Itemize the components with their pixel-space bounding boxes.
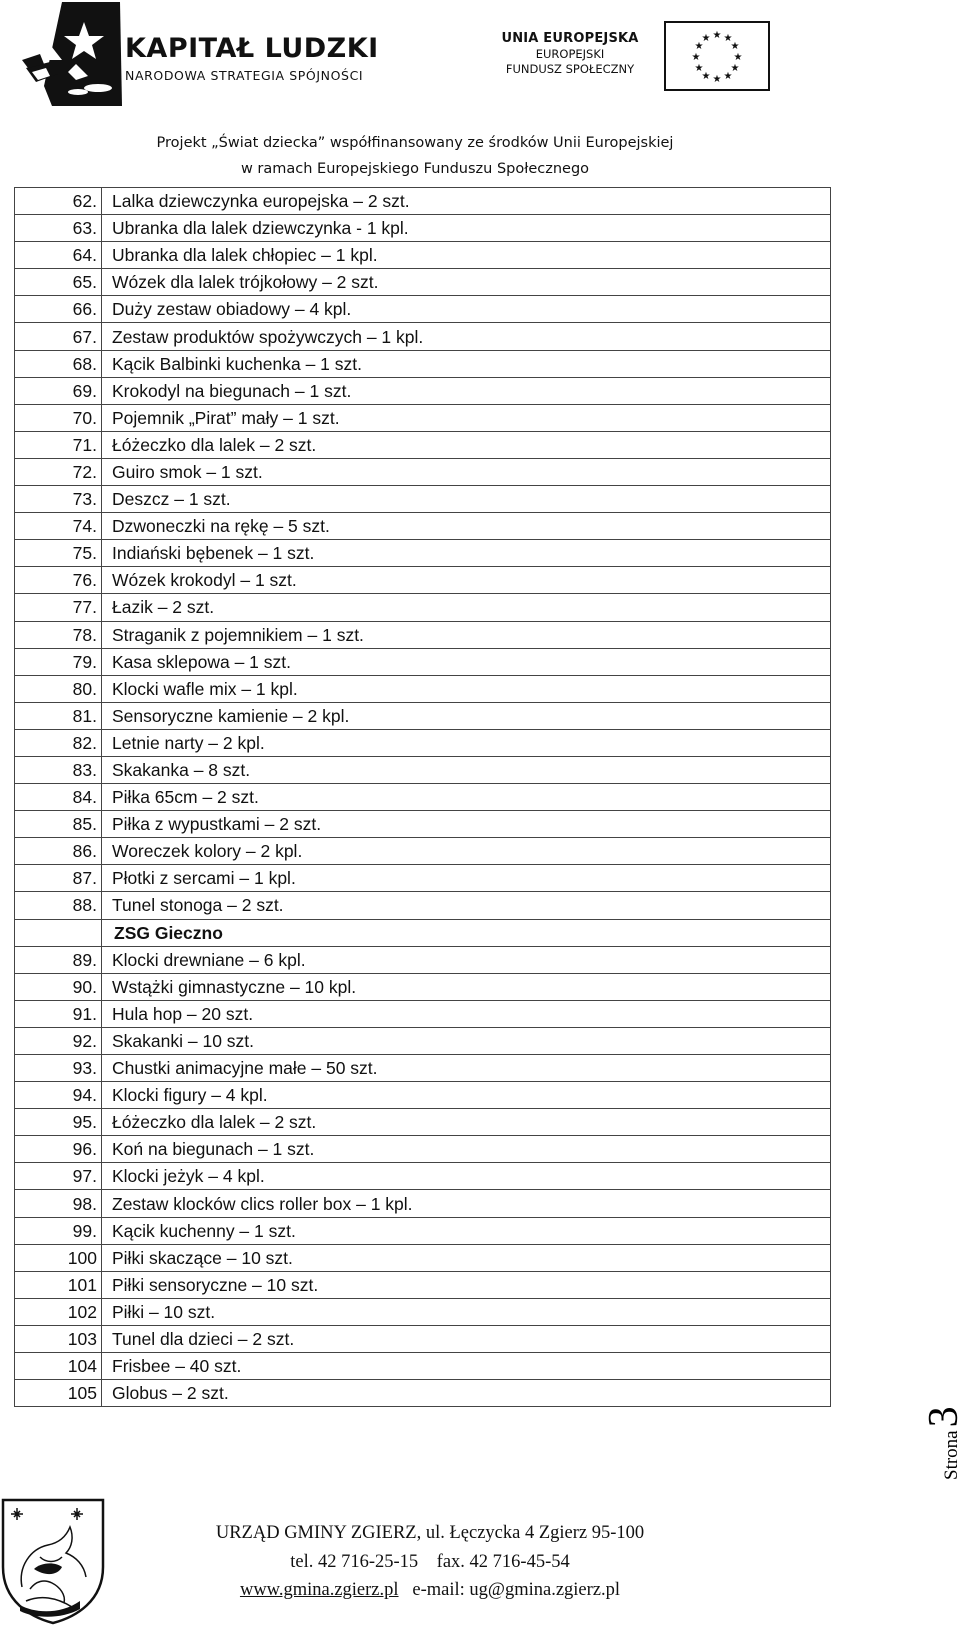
svg-text:★: ★ xyxy=(701,33,711,44)
table-row xyxy=(15,621,831,648)
eu-line3: FUNDUSZ SPOŁECZNY xyxy=(505,62,635,76)
table-row xyxy=(15,729,831,756)
footer-line2 xyxy=(160,1552,700,1573)
item-description: Piłki skaczące – 10 szt. xyxy=(102,1244,831,1271)
table-row xyxy=(15,784,831,811)
item-number: 75. xyxy=(15,540,102,567)
item-description: Klocki wafle mix – 1 kpl. xyxy=(102,675,831,702)
item-number: 86. xyxy=(15,838,102,865)
item-number: 103 xyxy=(15,1325,102,1352)
item-description: Klocki jeżyk – 4 kpl. xyxy=(102,1163,831,1190)
item-description: Lalka dziewczynka europejska – 2 szt. xyxy=(102,188,831,215)
table-row xyxy=(15,1325,831,1352)
item-description: Płotki z sercami – 1 kpl. xyxy=(102,865,831,892)
item-number: 97. xyxy=(15,1163,102,1190)
item-description: Guiro smok – 1 szt. xyxy=(102,458,831,485)
item-number: 99. xyxy=(15,1217,102,1244)
item-description: Zestaw produktów spożywczych – 1 kpl. xyxy=(102,323,831,350)
table-row xyxy=(15,1190,831,1217)
item-number: 82. xyxy=(15,729,102,756)
table-row xyxy=(15,269,831,296)
table-row xyxy=(15,350,831,377)
table-row xyxy=(15,1380,831,1407)
item-description: Koń na biegunach – 1 szt. xyxy=(102,1136,831,1163)
svg-text:★: ★ xyxy=(691,52,701,63)
item-number: 101 xyxy=(15,1271,102,1298)
svg-text:★: ★ xyxy=(733,52,743,63)
svg-text:★: ★ xyxy=(723,71,733,82)
table-row xyxy=(15,702,831,729)
table-row xyxy=(15,323,831,350)
item-description: Duży zestaw obiadowy – 4 kpl. xyxy=(102,296,831,323)
item-number: 66. xyxy=(15,296,102,323)
table-row xyxy=(15,756,831,783)
item-description: Łóżeczko dla lalek – 2 szt. xyxy=(102,431,831,458)
items-table-body xyxy=(15,188,831,1407)
table-row xyxy=(15,486,831,513)
item-number: 78. xyxy=(15,621,102,648)
item-description: Zestaw klocków clics roller box – 1 kpl. xyxy=(102,1190,831,1217)
table-row xyxy=(15,675,831,702)
table-row xyxy=(15,404,831,431)
table-row xyxy=(15,1217,831,1244)
table-row xyxy=(15,1109,831,1136)
page-number-label: Strona xyxy=(941,1430,962,1480)
item-number: 64. xyxy=(15,242,102,269)
table-row xyxy=(15,215,831,242)
item-description: Piłki – 10 szt. xyxy=(102,1298,831,1325)
table-row xyxy=(15,865,831,892)
svg-text:★: ★ xyxy=(694,41,704,52)
footer-website-link[interactable]: www.gmina.zgierz.pl xyxy=(239,1580,399,1600)
item-number: 69. xyxy=(15,377,102,404)
item-description: Ubranka dla lalek dziewczynka - 1 kpl. xyxy=(102,215,831,242)
table-row xyxy=(15,540,831,567)
table-row xyxy=(15,1244,831,1271)
item-description: Łóżeczko dla lalek – 2 szt. xyxy=(102,1109,831,1136)
table-row xyxy=(15,1027,831,1054)
item-number: 87. xyxy=(15,865,102,892)
items-table xyxy=(14,187,831,1407)
item-description: Dzwoneczki na rękę – 5 szt. xyxy=(102,513,831,540)
page-number-value: 3 xyxy=(921,1406,967,1428)
item-number: 80. xyxy=(15,675,102,702)
svg-text:★: ★ xyxy=(712,74,722,85)
item-number: 98. xyxy=(15,1190,102,1217)
item-number: 72. xyxy=(15,458,102,485)
section-title: ZSG Gieczno xyxy=(102,919,831,946)
table-row xyxy=(15,1353,831,1380)
footer-line3 xyxy=(160,1580,700,1601)
item-number: 63. xyxy=(15,215,102,242)
table-row xyxy=(15,811,831,838)
footer-email: e-mail: ug@gmina.zgierz.pl xyxy=(412,1580,621,1600)
item-description: Chustki animacyjne małe – 50 szt. xyxy=(102,1055,831,1082)
item-description: Kącik Balbinki kuchenka – 1 szt. xyxy=(102,350,831,377)
table-row xyxy=(15,1136,831,1163)
item-description: Letnie narty – 2 kpl. xyxy=(102,729,831,756)
table-row xyxy=(15,242,831,269)
item-number: 105 xyxy=(15,1380,102,1407)
gmina-zgierz-crest-icon xyxy=(0,1497,106,1625)
svg-text:★: ★ xyxy=(694,63,704,74)
item-description: Piłki sensoryczne – 10 szt. xyxy=(102,1271,831,1298)
eu-line2: EUROPEJSKI xyxy=(535,47,605,61)
item-number: 95. xyxy=(15,1109,102,1136)
footer-line1 xyxy=(160,1523,700,1544)
item-description: Tunel dla dzieci – 2 szt. xyxy=(102,1325,831,1352)
footer-address: ul. Łęczycka 4 Zgierz 95-100 xyxy=(425,1523,645,1543)
table-row xyxy=(15,431,831,458)
table-row xyxy=(15,648,831,675)
project-title-line2: w ramach Europejskiego Funduszu Społecznego xyxy=(240,161,590,177)
item-description: Skakanka – 8 szt. xyxy=(102,756,831,783)
item-number: 104 xyxy=(15,1353,102,1380)
item-number: 65. xyxy=(15,269,102,296)
item-number: 84. xyxy=(15,784,102,811)
item-description: Kącik kuchenny – 1 szt. xyxy=(102,1217,831,1244)
eu-fund-text xyxy=(490,30,650,77)
table-row xyxy=(15,513,831,540)
item-description: Hula hop – 20 szt. xyxy=(102,1000,831,1027)
item-description: Klocki drewniane – 6 kpl. xyxy=(102,946,831,973)
item-description: Piłka z wypustkami – 2 szt. xyxy=(102,811,831,838)
svg-text:★: ★ xyxy=(701,71,711,82)
kapital-ludzki-logo-icon xyxy=(22,2,126,108)
svg-text:★: ★ xyxy=(712,30,722,41)
table-row xyxy=(15,838,831,865)
table-row xyxy=(15,1163,831,1190)
item-description: Sensoryczne kamienie – 2 kpl. xyxy=(102,702,831,729)
table-row xyxy=(15,1000,831,1027)
item-number xyxy=(15,919,102,946)
kapital-ludzki-title: KAPITAŁ LUDZKI xyxy=(125,33,379,64)
item-number: 89. xyxy=(15,946,102,973)
item-number: 100 xyxy=(15,1244,102,1271)
table-row xyxy=(15,1298,831,1325)
item-description: Woreczek kolory – 2 kpl. xyxy=(102,838,831,865)
svg-text:★: ★ xyxy=(730,41,740,52)
table-row xyxy=(15,892,831,919)
table-row xyxy=(15,296,831,323)
item-number: 83. xyxy=(15,756,102,783)
item-number: 73. xyxy=(15,486,102,513)
svg-text:★: ★ xyxy=(730,63,740,74)
table-row xyxy=(15,377,831,404)
item-number: 67. xyxy=(15,323,102,350)
section-header-row xyxy=(15,919,831,946)
item-description: Piłka 65cm – 2 szt. xyxy=(102,784,831,811)
svg-text:★: ★ xyxy=(723,33,733,44)
footer-office: URZĄD GMINY ZGIERZ, xyxy=(215,1523,422,1543)
item-description: Kasa sklepowa – 1 szt. xyxy=(102,648,831,675)
table-row xyxy=(15,458,831,485)
footer-fax: fax. 42 716-45-54 xyxy=(436,1552,570,1572)
item-number: 74. xyxy=(15,513,102,540)
item-number: 90. xyxy=(15,973,102,1000)
table-row xyxy=(15,594,831,621)
item-description: Skakanki – 10 szt. xyxy=(102,1027,831,1054)
item-number: 79. xyxy=(15,648,102,675)
table-row xyxy=(15,1055,831,1082)
item-description: Deszcz – 1 szt. xyxy=(102,486,831,513)
item-number: 92. xyxy=(15,1027,102,1054)
item-number: 91. xyxy=(15,1000,102,1027)
item-number: 102 xyxy=(15,1298,102,1325)
item-description: Globus – 2 szt. xyxy=(102,1380,831,1407)
item-number: 70. xyxy=(15,404,102,431)
table-row xyxy=(15,188,831,215)
item-description: Krokodyl na biegunach – 1 szt. xyxy=(102,377,831,404)
item-description: Pojemnik „Pirat” mały – 1 szt. xyxy=(102,404,831,431)
table-row xyxy=(15,1082,831,1109)
item-description: Klocki figury – 4 kpl. xyxy=(102,1082,831,1109)
item-description: Straganik z pojemnikiem – 1 szt. xyxy=(102,621,831,648)
item-description: Ubranka dla lalek chłopiec – 1 kpl. xyxy=(102,242,831,269)
project-title-line1: Projekt „Świat dziecka” współfinansowany ze środków Unii Europejskiej xyxy=(156,135,674,151)
item-number: 88. xyxy=(15,892,102,919)
item-description: Frisbee – 40 szt. xyxy=(102,1353,831,1380)
item-description: Indiański bębenek – 1 szt. xyxy=(102,540,831,567)
item-description: Łazik – 2 szt. xyxy=(102,594,831,621)
item-number: 62. xyxy=(15,188,102,215)
eu-flag-icon xyxy=(664,21,770,91)
footer-tel: tel. 42 716-25-15 xyxy=(290,1552,419,1572)
item-number: 81. xyxy=(15,702,102,729)
item-description: Tunel stonoga – 2 szt. xyxy=(102,892,831,919)
item-number: 93. xyxy=(15,1055,102,1082)
page-number xyxy=(920,1406,968,1480)
item-number: 77. xyxy=(15,594,102,621)
table-row xyxy=(15,973,831,1000)
table-row xyxy=(15,946,831,973)
eu-title: UNIA EUROPEJSKA xyxy=(501,31,639,46)
item-number: 85. xyxy=(15,811,102,838)
kapital-ludzki-text xyxy=(125,34,379,83)
item-description: Wózek dla lalek trójkołowy – 2 szt. xyxy=(102,269,831,296)
item-number: 68. xyxy=(15,350,102,377)
item-description: Wstążki gimnastyczne – 10 kpl. xyxy=(102,973,831,1000)
table-row xyxy=(15,1271,831,1298)
kapital-ludzki-subtitle: NARODOWA STRATEGIA SPÓJNOŚCI xyxy=(125,68,364,83)
item-number: 94. xyxy=(15,1082,102,1109)
table-row xyxy=(15,567,831,594)
item-description: Wózek krokodyl – 1 szt. xyxy=(102,567,831,594)
item-number: 71. xyxy=(15,431,102,458)
item-number: 96. xyxy=(15,1136,102,1163)
item-number: 76. xyxy=(15,567,102,594)
